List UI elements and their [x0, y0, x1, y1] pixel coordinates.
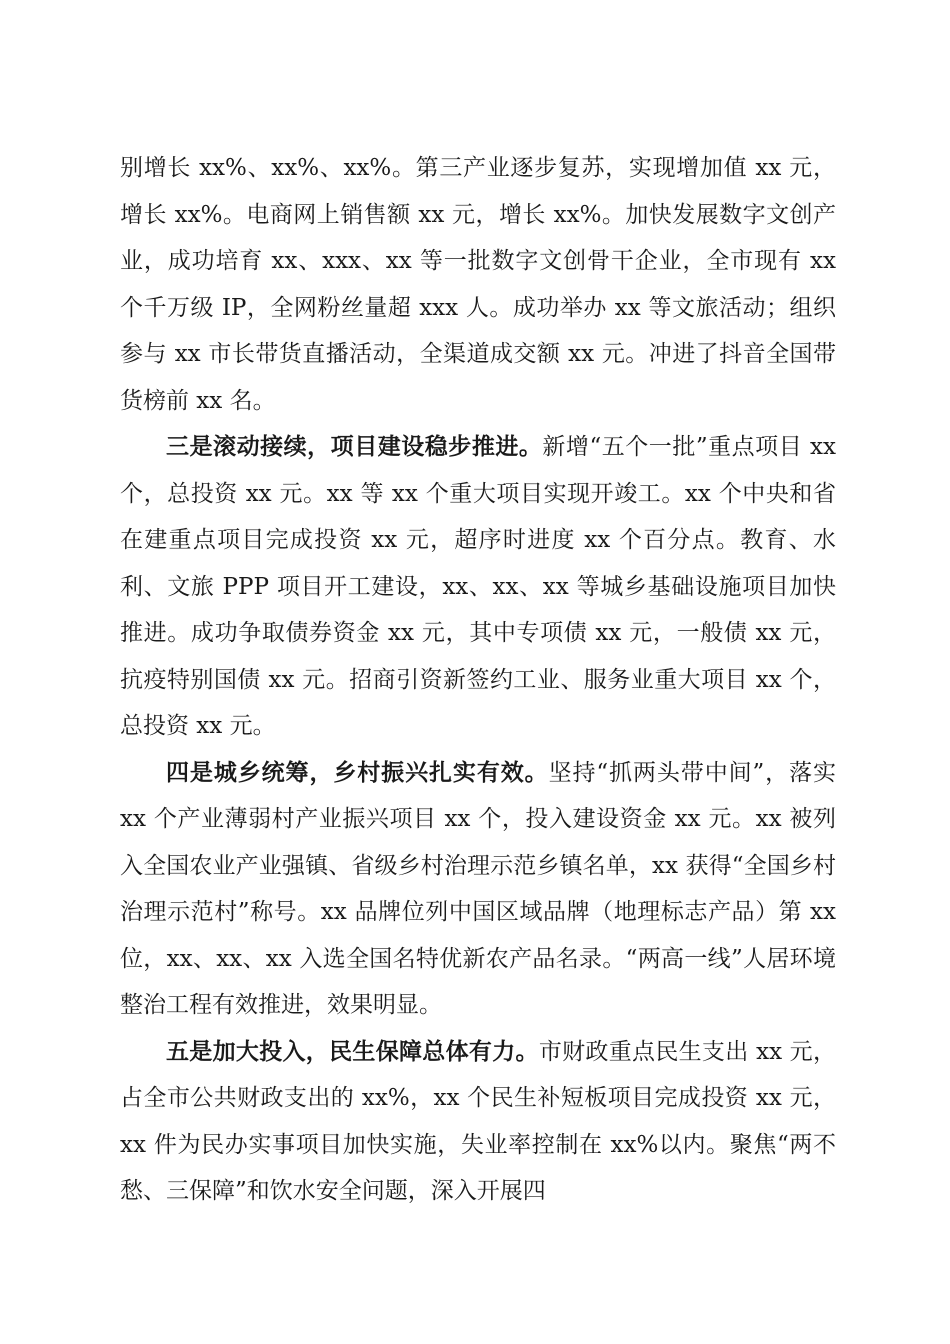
paragraph-projects	[120, 424, 836, 750]
document-body	[120, 145, 836, 1215]
paragraph-heading: 三是滚动接续，项目建设稳步推进。	[166, 433, 543, 460]
paragraph-continued	[120, 145, 836, 424]
paragraph-rural	[120, 750, 836, 1029]
paragraph-text: 新增“五个一批”重点项目 xx 个，总投资 xx 元。xx 等 xx 个重大项目实现开竣工。xx 个中央和省在建重点项目完成投资 xx 元，超序时进度 xx 个百分点。教育、水利、文旅 PPP 项目开工建设，xx、xx、xx 等城乡基础设施项目加快推进。成功争取债券资金 xx 元，其中专项债 xx 元，一般债 xx 元，抗疫特别国债 xx 元。招商引资新签约工业、服务业重大项目 xx 个，总投资 xx 元。	[120, 434, 836, 739]
paragraph-heading: 四是城乡统筹，乡村振兴扎实有效。	[166, 758, 549, 786]
paragraph-text: 市财政重点民生支出 xx 元，占全市公共财政支出的 xx%，xx 个民生补短板项目完成投资 xx 元，xx 件为民办实事项目加快实施，失业率控制在 xx%以内。聚焦“两不愁、三保障”和饮水安全问题，深入开展四	[120, 1038, 836, 1204]
paragraph-heading: 五是加大投入，民生保障总体有力。	[166, 1037, 539, 1065]
paragraph-livelihood	[120, 1029, 836, 1215]
paragraph-text: 别增长 xx%、xx%、xx%。第三产业逐步复苏，实现增加值 xx 元，增长 xx%。电商网上销售额 xx 元，增长 xx%。加快发展数字文创产业，成功培育 xx、xxx、xx 等一批数字文创骨干企业，全市现有 xx 个千万级 IP，全网粉丝量超 xxx 人。成功举办 xx 等文旅活动；组织参与 xx 市长带货直播活动，全渠道成交额 xx 元。冲进了抖音全国带货榜前 xx 名。	[120, 155, 836, 414]
paragraph-text: 坚持“抓两头带中间”，落实 xx 个产业薄弱村产业振兴项目 xx 个，投入建设资金 xx 元。xx 被列入全国农业产业强镇、省级乡村治理示范乡镇名单，xx 获得“全国乡村治理示范村”称号。xx 品牌位列中国区域品牌（地理标志产品）第 xx 位，xx、xx、xx 入选全国名特优新农产品名录。“两高一线”人居环境整治工程有效推进，效果明显。	[120, 759, 836, 1018]
